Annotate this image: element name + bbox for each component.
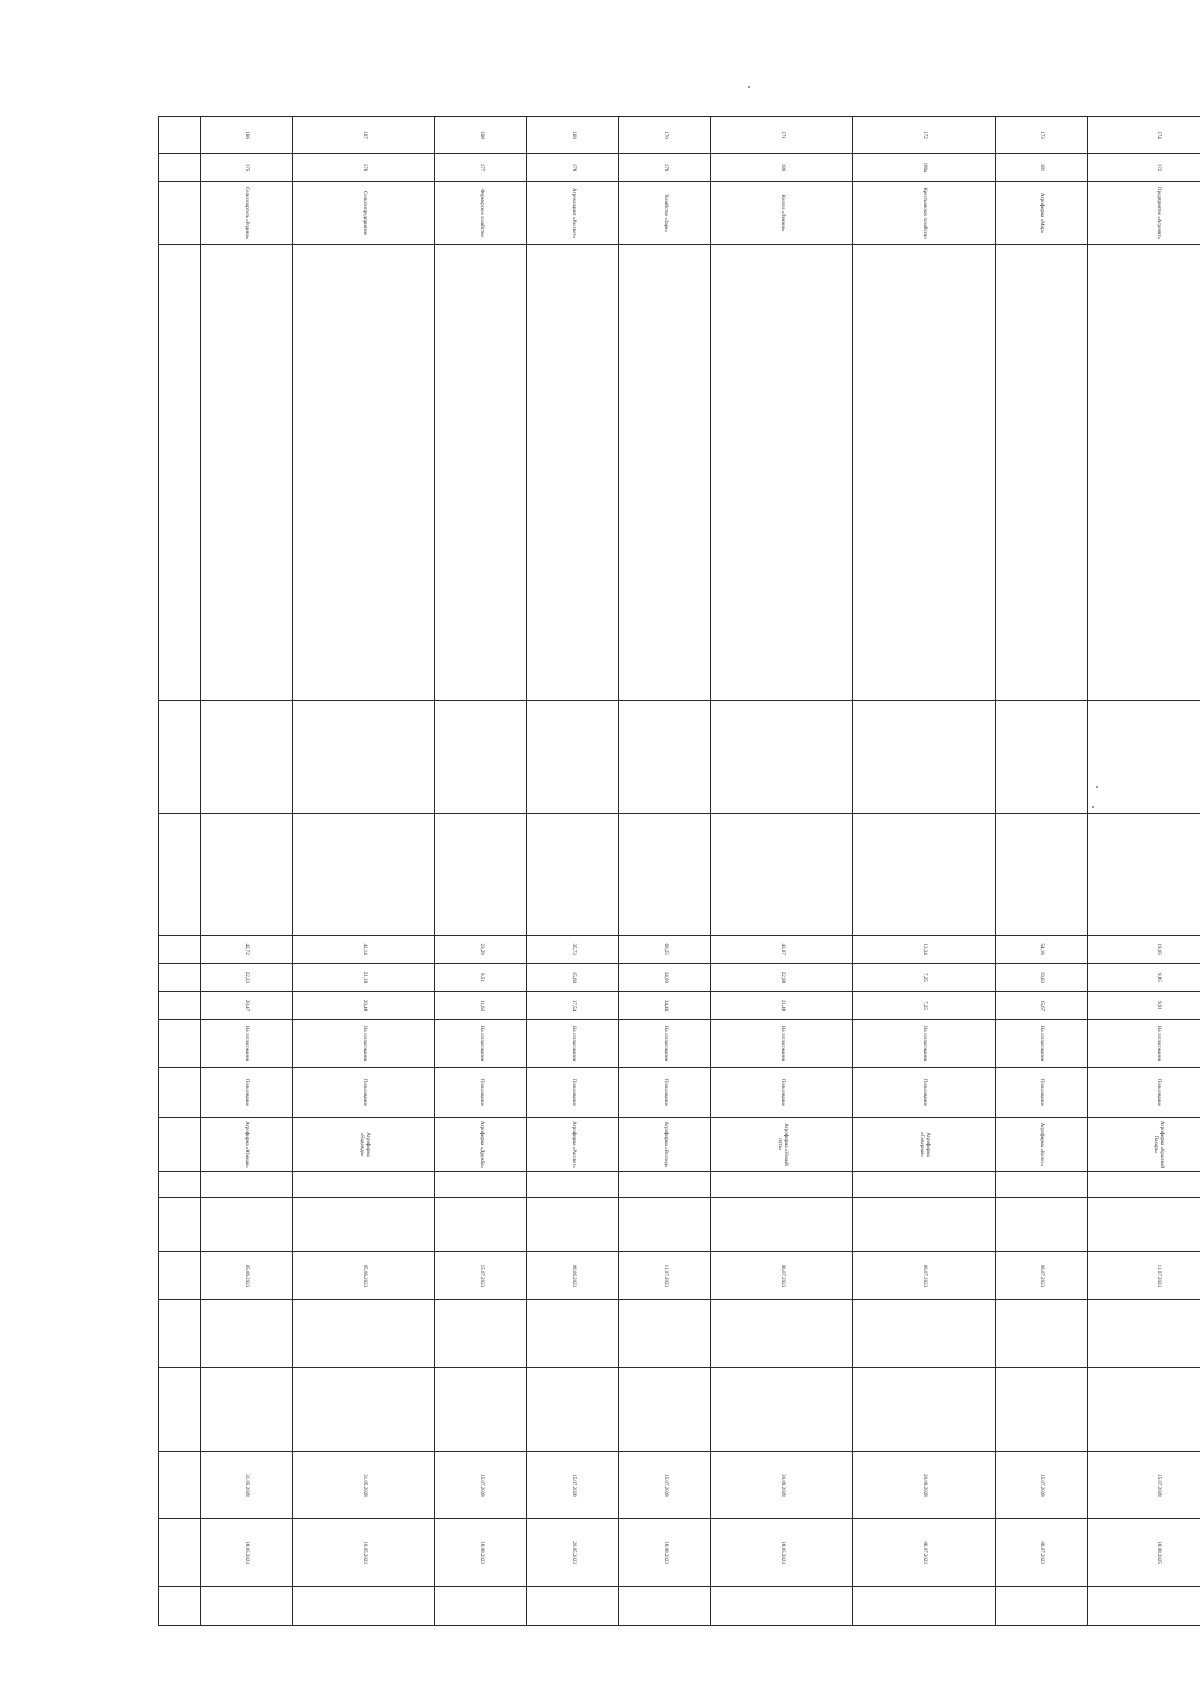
table-cell-contacts	[1087, 1300, 1200, 1367]
table-cell-land: Агрофирма «Новый путь»	[711, 1117, 853, 1171]
table-cell-status: На согласовании	[200, 1020, 292, 1068]
table-cell-plot: 19,05	[1087, 935, 1200, 963]
table-cell-doc	[1087, 1172, 1200, 1198]
table-cell-addr	[1087, 813, 1200, 935]
table-cell-doc	[527, 1198, 619, 1252]
table-cell-empty	[159, 1020, 201, 1068]
register-table	[158, 116, 1200, 1626]
table-cell-contacts	[292, 1300, 434, 1367]
table-cell-pct2: 15,67	[995, 991, 1087, 1019]
table-cell-area	[1087, 701, 1200, 814]
table-cell-date1: 05.06.2023	[200, 1252, 292, 1300]
table-cell-doc	[435, 1172, 527, 1198]
table-cell-d3: 06.07.2023	[995, 1519, 1087, 1586]
table-cell-kind: Пользование	[527, 1067, 619, 1117]
table-cell-contacts	[995, 1367, 1087, 1452]
table-cell-bounds	[853, 245, 995, 701]
table-cell-empty	[159, 1172, 201, 1198]
table-cell-empty	[159, 1117, 201, 1171]
table-cell-doc	[292, 1198, 434, 1252]
table-cell-bounds	[527, 245, 619, 701]
table-cell-status: На согласовании	[711, 1020, 853, 1068]
table-cell-doc	[711, 1586, 853, 1625]
table-cell-d2: 15.07.2028	[435, 1452, 527, 1519]
table-cell-empty	[159, 1300, 201, 1367]
table-cell-date1: 08.06.2023	[527, 1252, 619, 1300]
table-cell-date1: 11.07.2023	[1087, 1252, 1200, 1300]
table-cell-doc	[619, 1198, 711, 1252]
table-cell-d2: 20.09.2028	[853, 1452, 995, 1519]
table-cell-area	[435, 701, 527, 814]
table-cell-area	[527, 701, 619, 814]
table-row	[995, 117, 1087, 1626]
table-cell-pct: 22,23	[200, 963, 292, 991]
table-cell-reg: 181	[995, 153, 1087, 181]
table-cell-pct: 7,25	[853, 963, 995, 991]
table-cell-pct2: 17,54	[527, 991, 619, 1019]
table-cell-doc	[853, 1172, 995, 1198]
table-cell-empty	[159, 245, 201, 701]
table-cell-doc	[995, 1198, 1087, 1252]
table-cell-kind: Пользование	[711, 1067, 853, 1117]
table-cell-area	[619, 701, 711, 814]
table-cell-addr	[292, 813, 434, 935]
table-cell-pct2: 21,48	[711, 991, 853, 1019]
table-cell-doc	[292, 1586, 434, 1625]
table-cell-contacts	[527, 1300, 619, 1367]
table-cell-area	[292, 701, 434, 814]
table-cell-bounds	[619, 245, 711, 701]
table-cell-doc	[711, 1172, 853, 1198]
table-cell-contacts	[619, 1367, 711, 1452]
table-cell-contacts	[292, 1367, 434, 1452]
table-cell-d3: 18.05.2023	[200, 1519, 292, 1586]
table-cell-area	[711, 701, 853, 814]
table-cell-pct2: 7,25	[853, 991, 995, 1019]
table-cell-holder: Агрохолдинг «Рассвет»	[527, 182, 619, 245]
table-cell-holder: Крестьянское хозяйство	[853, 182, 995, 245]
table-cell-kind: Пользование	[292, 1067, 434, 1117]
table-cell-reg: 180	[711, 153, 853, 181]
table-cell-doc	[1087, 1586, 1200, 1625]
table-cell-d3: 06.07.2023	[853, 1519, 995, 1586]
table-cell-pct: 22,98	[711, 963, 853, 991]
table-cell-doc	[853, 1586, 995, 1625]
table-cell-contacts	[1087, 1367, 1200, 1452]
table-cell-date1: 06.07.2023	[853, 1252, 995, 1300]
table-cell-pct: 9,85	[1087, 963, 1200, 991]
table-cell-land: Агрофирма «Восход»	[619, 1117, 711, 1171]
table-row	[292, 117, 434, 1626]
table-cell-area	[200, 701, 292, 814]
table-cell-d3: 19.05.2023	[292, 1519, 434, 1586]
table-cell-doc	[995, 1172, 1087, 1198]
table-cell-plot: 42,14	[292, 935, 434, 963]
table-cell-land: Агрофирма «Северная»	[853, 1117, 995, 1171]
table-cell-d2: 15.07.2028	[1087, 1452, 1200, 1519]
table-cell-reg: 172	[1087, 153, 1200, 181]
table-cell-no: 169	[527, 117, 619, 154]
table-cell-pct2: 20,47	[200, 991, 292, 1019]
table-cell-contacts	[853, 1367, 995, 1452]
table-cell-doc	[711, 1198, 853, 1252]
table-cell-doc	[619, 1172, 711, 1198]
table-cell-holder: Фермерское хозяйство	[435, 182, 527, 245]
table-cell-doc	[435, 1198, 527, 1252]
table-cell-plot: 23,29	[435, 935, 527, 963]
table-cell-contacts	[200, 1300, 292, 1367]
rotated-table-wrapper	[158, 116, 1200, 1626]
table-cell-doc	[995, 1586, 1087, 1625]
table-cell-kind: Пользование	[435, 1067, 527, 1117]
table-cell-empty	[159, 1519, 201, 1586]
table-row	[619, 117, 711, 1626]
table-cell-doc	[292, 1172, 434, 1198]
table-cell-contacts	[711, 1367, 853, 1452]
table-cell-holder: Колхоз «Ленина»	[711, 182, 853, 245]
table-cell-pct: 9,51	[435, 963, 527, 991]
table-cell-d2: 31.05.2028	[292, 1452, 434, 1519]
table-cell-pct2: 11,63	[435, 991, 527, 1019]
table-cell-reg: 177	[435, 153, 527, 181]
table-cell-no: 170	[619, 117, 711, 154]
table-cell-holder: Сельхозпредприятие	[292, 182, 434, 245]
table-cell-plot: 13,34	[853, 935, 995, 963]
table-cell-status: На согласовании	[853, 1020, 995, 1068]
table-cell-date1: 15.07.2023	[435, 1252, 527, 1300]
table-cell-pct2: 9,91	[1087, 991, 1200, 1019]
table-cell-no: 167	[292, 117, 434, 154]
table-cell-doc	[619, 1586, 711, 1625]
table-row-empty	[159, 117, 201, 1626]
table-cell-empty	[159, 117, 201, 154]
table-cell-bounds	[200, 245, 292, 701]
table-cell-d3: 18.05.2023	[711, 1519, 853, 1586]
table-cell-no: 172	[853, 117, 995, 154]
table-cell-empty	[159, 1252, 201, 1300]
table-cell-no: 173	[995, 117, 1087, 154]
table-cell-holder: Хозяйство «Заря»	[619, 182, 711, 245]
table-cell-addr	[527, 813, 619, 935]
table-cell-d2: 15.07.2028	[527, 1452, 619, 1519]
table-cell-d2: 15.07.2028	[995, 1452, 1087, 1519]
table-cell-doc	[853, 1198, 995, 1252]
table-cell-no: 166	[200, 117, 292, 154]
table-cell-no: 171	[711, 117, 853, 154]
table-cell-addr	[619, 813, 711, 935]
table-cell-empty	[159, 991, 201, 1019]
table-cell-pct: 15,69	[527, 963, 619, 991]
table-row	[527, 117, 619, 1626]
table-cell-date1: 06.07.2023	[995, 1252, 1087, 1300]
table-cell-contacts	[995, 1300, 1087, 1367]
table-cell-empty	[159, 182, 201, 245]
table-cell-land: Агрофирма «Южная»	[200, 1117, 292, 1171]
table-cell-status: На согласовании	[527, 1020, 619, 1068]
table-cell-empty	[159, 935, 201, 963]
table-cell-kind: Пользование	[200, 1067, 292, 1117]
rotated-table	[158, 116, 1200, 1626]
table-cell-doc	[200, 1198, 292, 1252]
table-cell-pct: 21,18	[292, 963, 434, 991]
table-cell-contacts	[435, 1300, 527, 1367]
table-row	[711, 117, 853, 1626]
table-cell-empty	[159, 1198, 201, 1252]
table-cell-addr	[711, 813, 853, 935]
table-cell-contacts	[711, 1300, 853, 1367]
table-cell-no: 174	[1087, 117, 1200, 154]
table-cell-d3: 18.08.2023	[435, 1519, 527, 1586]
table-cell-doc	[200, 1172, 292, 1198]
table-cell-date1: 05.06.2023	[292, 1252, 434, 1300]
table-cell-bounds	[995, 245, 1087, 701]
table-cell-empty	[159, 963, 201, 991]
table-cell-plot: 69,25	[619, 935, 711, 963]
table-cell-addr	[853, 813, 995, 935]
table-cell-doc	[1087, 1198, 1200, 1252]
table-cell-empty	[159, 1367, 201, 1452]
table-cell-empty	[159, 813, 201, 935]
table-cell-land: Агрофирма «Красный Пахарь»	[1087, 1117, 1200, 1171]
table-cell-kind: Пользование	[619, 1067, 711, 1117]
table-cell-holder: Предприятие «Агровит»	[1087, 182, 1200, 245]
table-cell-doc	[200, 1586, 292, 1625]
table-cell-bounds	[1087, 245, 1200, 701]
table-cell-bounds	[711, 245, 853, 701]
table-cell-addr	[995, 813, 1087, 935]
table-cell-reg: 180а	[853, 153, 995, 181]
table-cell-status: На согласовании	[292, 1020, 434, 1068]
table-cell-land: Агрофирма «Колос»	[995, 1117, 1087, 1171]
table-cell-kind: Пользование	[995, 1067, 1087, 1117]
table-cell-d2: 30.09.2028	[711, 1452, 853, 1519]
table-cell-reg: 176	[292, 153, 434, 181]
table-cell-plot: 43,07	[711, 935, 853, 963]
table-cell-holder: Сельхозартель «Родина»	[200, 182, 292, 245]
table-cell-bounds	[292, 245, 434, 701]
table-cell-contacts	[527, 1367, 619, 1452]
table-cell-no: 168	[435, 117, 527, 154]
table-cell-kind: Пользование	[853, 1067, 995, 1117]
table-cell-contacts	[200, 1367, 292, 1452]
table-cell-holder: Агрофирма «Мир»	[995, 182, 1087, 245]
table-cell-contacts	[619, 1300, 711, 1367]
table-cell-d3: 18.08.2023	[619, 1519, 711, 1586]
table-cell-bounds	[435, 245, 527, 701]
table-cell-land: Агрофирма «Дружба»	[435, 1117, 527, 1171]
table-cell-plot: 35,73	[527, 935, 619, 963]
table-cell-empty	[159, 701, 201, 814]
table-cell-doc	[527, 1172, 619, 1198]
table-cell-plot: 54,16	[995, 935, 1087, 963]
table-cell-land: Агрофирма «Надежда»	[292, 1117, 434, 1171]
table-cell-reg: 178	[527, 153, 619, 181]
table-cell-area	[995, 701, 1087, 814]
table-cell-pct2: 20,48	[292, 991, 434, 1019]
table-row	[435, 117, 527, 1626]
table-cell-plot: 42,72	[200, 935, 292, 963]
table-cell-empty	[159, 153, 201, 181]
table-cell-pct: 34,90	[619, 963, 711, 991]
table-cell-empty	[159, 1586, 201, 1625]
table-cell-area	[853, 701, 995, 814]
table-cell-status: На согласовании	[1087, 1020, 1200, 1068]
table-cell-status: На согласовании	[435, 1020, 527, 1068]
table-cell-doc	[435, 1586, 527, 1625]
table-cell-land: Агрофирма «Рассвет»	[527, 1117, 619, 1171]
table-cell-d2: 31.05.2028	[200, 1452, 292, 1519]
table-cell-empty	[159, 1067, 201, 1117]
table-cell-kind: Пользование	[1087, 1067, 1200, 1117]
table-cell-contacts	[853, 1300, 995, 1367]
table-cell-empty	[159, 1452, 201, 1519]
table-cell-pct: 19,63	[995, 963, 1087, 991]
table-cell-d2: 15.07.2028	[619, 1452, 711, 1519]
table-cell-addr	[435, 813, 527, 935]
table-cell-addr	[200, 813, 292, 935]
table-row	[200, 117, 292, 1626]
table-row	[853, 117, 995, 1626]
table-cell-d3: 18.08.2025	[1087, 1519, 1200, 1586]
table-cell-doc	[527, 1586, 619, 1625]
table-cell-status: На согласовании	[995, 1020, 1087, 1068]
table-cell-pct2: 34,46	[619, 991, 711, 1019]
table-row	[1087, 117, 1200, 1626]
table-cell-reg: 175	[200, 153, 292, 181]
table-cell-date1: 11.07.2023	[619, 1252, 711, 1300]
table-cell-date1: 06.07.2023	[711, 1252, 853, 1300]
table-cell-status: На согласовании	[619, 1020, 711, 1068]
table-cell-d3: 20.05.2023	[527, 1519, 619, 1586]
table-cell-reg: 179	[619, 153, 711, 181]
table-cell-contacts	[435, 1367, 527, 1452]
